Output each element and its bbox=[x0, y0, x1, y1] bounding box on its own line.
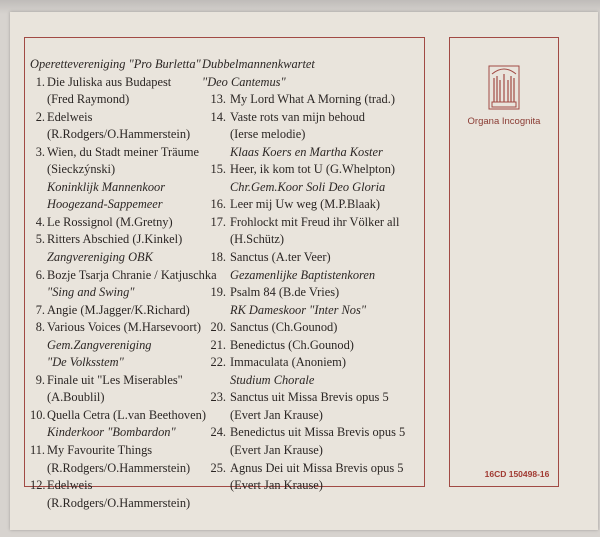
track-title: Bozje Tsarja Chranie / Katjuschka bbox=[47, 267, 217, 282]
composer-credit: (R.Rodgers/O.Hammerstein) bbox=[47, 127, 191, 142]
brand-name: Organa Incognita bbox=[467, 116, 541, 127]
ensemble-name: Koninklijk Mannenkoor bbox=[47, 179, 166, 194]
track-title: Sanctus (A.ter Veer) bbox=[230, 250, 331, 265]
track-entry bbox=[202, 460, 417, 478]
track-title: Heer, ik kom tot U (G.Whelpton) bbox=[230, 162, 396, 177]
track-number: 25. bbox=[210, 460, 226, 475]
track-number: 9. bbox=[35, 372, 45, 387]
track-number: 10. bbox=[30, 407, 46, 422]
composer-credit: (Evert Jan Krause) bbox=[230, 407, 323, 422]
track-title: Le Rossignol (M.Gretny) bbox=[47, 214, 173, 229]
track-number: 2. bbox=[35, 109, 45, 124]
track-title: Psalm 84 (B.de Vries) bbox=[230, 285, 340, 300]
track-number: 13. bbox=[210, 92, 226, 107]
track-number: 24. bbox=[210, 425, 226, 440]
track-title: Finale uit "Les Miserables" bbox=[47, 372, 183, 387]
track-number: 12. bbox=[30, 478, 46, 493]
track-entry bbox=[30, 302, 220, 320]
composer-credit: (R.Rodgers/O.Hammerstein) bbox=[47, 495, 191, 510]
track-title: Die Juliska aus Budapest bbox=[47, 74, 172, 89]
brand-block bbox=[449, 62, 559, 127]
track-entry bbox=[202, 196, 417, 214]
ensemble-name: RK Dameskoor "Inter Nos" bbox=[230, 302, 367, 317]
track-entry bbox=[202, 319, 417, 337]
track-title: Leer mij Uw weg (M.P.Blaak) bbox=[230, 197, 381, 212]
track-number: 20. bbox=[210, 320, 226, 335]
track-number: 14. bbox=[210, 109, 226, 124]
track-entry bbox=[202, 249, 417, 267]
track-entry bbox=[202, 161, 417, 179]
track-number: 3. bbox=[35, 144, 45, 159]
composer-credit: (A.Boublil) bbox=[47, 390, 105, 405]
track-entry bbox=[30, 372, 220, 390]
track-number: 23. bbox=[210, 390, 226, 405]
track-entry bbox=[202, 91, 417, 109]
ensemble-name: Kinderkoor "Bombardon" bbox=[47, 425, 176, 440]
track-title: Angie (M.Jagger/K.Richard) bbox=[47, 302, 190, 317]
composer-credit: (Ierse melodie) bbox=[230, 127, 306, 142]
ensemble-name: "De Volksstem" bbox=[47, 355, 124, 370]
track-number: 16. bbox=[210, 197, 226, 212]
ensemble-name: Studium Chorale bbox=[230, 372, 315, 387]
track-title: Ritters Abschied (J.Kinkel) bbox=[47, 232, 183, 247]
ensemble-name: Gem.Zangvereniging bbox=[47, 337, 152, 352]
track-title: Wien, du Stadt meiner Träume bbox=[47, 144, 199, 159]
track-entry bbox=[202, 389, 417, 407]
track-title: My Favourite Things bbox=[47, 443, 153, 458]
track-number: 11. bbox=[30, 443, 46, 458]
tracklist-right-column bbox=[202, 56, 417, 495]
track-title: Edelweis bbox=[47, 478, 93, 493]
organ-pipes-icon bbox=[488, 62, 520, 110]
track-entry bbox=[30, 231, 220, 249]
composer-credit: (H.Schütz) bbox=[230, 232, 285, 247]
track-entry bbox=[30, 442, 220, 460]
catalog-number: 16CD 150498-16 bbox=[484, 469, 550, 479]
track-entry bbox=[30, 319, 220, 337]
track-number: 1. bbox=[35, 74, 45, 89]
track-number: 6. bbox=[35, 267, 45, 282]
track-entry bbox=[202, 284, 417, 302]
ensemble-name: Zangvereniging OBK bbox=[47, 250, 153, 265]
ensemble-header: Dubbelmannenkwartet bbox=[202, 57, 315, 71]
track-title: Quella Cetra (L.van Beethoven) bbox=[47, 407, 206, 422]
ensemble-name: Klaas Koers en Martha Koster bbox=[230, 144, 383, 159]
track-entry bbox=[202, 354, 417, 372]
ensemble-name: "Sing and Swing" bbox=[47, 285, 135, 300]
track-number: 15. bbox=[210, 162, 226, 177]
composer-credit: (Evert Jan Krause) bbox=[230, 478, 323, 493]
track-entry bbox=[30, 144, 220, 162]
track-entry bbox=[30, 214, 220, 232]
track-number: 5. bbox=[35, 232, 45, 247]
track-number: 17. bbox=[210, 214, 226, 229]
track-number: 21. bbox=[210, 337, 226, 352]
ensemble-name: Hoogezand-Sappemeer bbox=[47, 197, 163, 212]
track-title: Frohlockt mit Freud ihr Völker all bbox=[230, 214, 400, 229]
track-entry bbox=[30, 109, 220, 127]
track-number: 8. bbox=[35, 320, 45, 335]
track-entry bbox=[30, 267, 220, 285]
track-entry bbox=[202, 424, 417, 442]
track-entry bbox=[202, 214, 417, 232]
track-entry bbox=[202, 337, 417, 355]
track-title: My Lord What A Morning (trad.) bbox=[230, 92, 395, 107]
composer-credit: (Fred Raymond) bbox=[47, 92, 130, 107]
ensemble-header: "Deo Cantemus" bbox=[202, 74, 286, 89]
track-number: 22. bbox=[210, 355, 226, 370]
track-entry bbox=[202, 109, 417, 127]
ensemble-header: Operettevereniging "Pro Burletta" bbox=[30, 57, 201, 71]
ensemble-name: Gezamenlijke Baptistenkoren bbox=[230, 267, 376, 282]
track-title: Immaculata (Anoniem) bbox=[230, 355, 346, 370]
track-number: 7. bbox=[35, 302, 45, 317]
track-number: 4. bbox=[35, 214, 45, 229]
composer-credit: (Evert Jan Krause) bbox=[230, 443, 323, 458]
track-entry bbox=[30, 477, 220, 495]
track-title: Various Voices (M.Harsevoort) bbox=[47, 320, 202, 335]
track-title: Vaste rots van mijn behoud bbox=[230, 109, 365, 124]
track-number: 18. bbox=[210, 250, 226, 265]
composer-credit: (R.Rodgers/O.Hammerstein) bbox=[47, 460, 191, 475]
track-title: Edelweis bbox=[47, 109, 93, 124]
track-number: 19. bbox=[210, 285, 226, 300]
track-title: Sanctus (Ch.Gounod) bbox=[230, 320, 338, 335]
track-entry bbox=[30, 407, 220, 425]
track-entry bbox=[30, 74, 220, 92]
track-title: Benedictus uit Missa Brevis opus 5 bbox=[230, 425, 406, 440]
composer-credit: (Sieckzýnski) bbox=[47, 162, 116, 177]
track-title: Agnus Dei uit Missa Brevis opus 5 bbox=[230, 460, 404, 475]
track-title: Benedictus (Ch.Gounod) bbox=[230, 337, 354, 352]
ensemble-name: Chr.Gem.Koor Soli Deo Gloria bbox=[230, 179, 386, 194]
tracklist-left-column bbox=[30, 56, 220, 512]
track-title: Sanctus uit Missa Brevis opus 5 bbox=[230, 390, 389, 405]
